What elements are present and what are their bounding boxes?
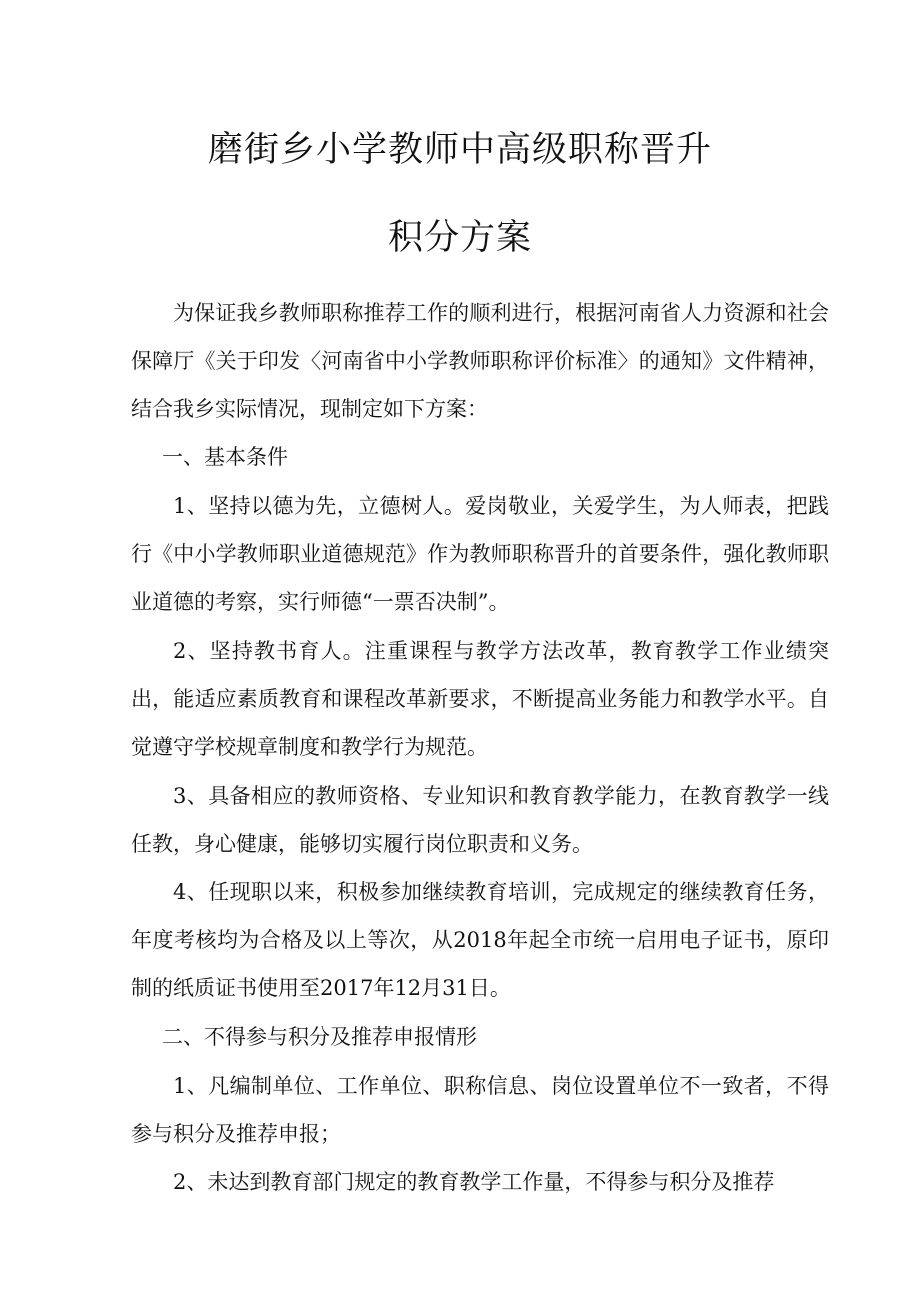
section2-heading: 二、不得参与积分及推荐申报情形 xyxy=(162,1025,477,1049)
section2-item-1: 1、凡编制单位、工作单位、职称信息、岗位设置单位不一致者，不得参与积分及推荐申报； xyxy=(131,1074,829,1146)
section1-item-3: 3、具备相应的教师资格、专业知识和教育教学能力，在教育教学一线任教，身心健康，能够切实履行岗位职责和义务。 xyxy=(131,784,829,856)
section2-item-2: 2、未达到教育部门规定的教育教学工作量，不得参与积分及推荐 xyxy=(173,1170,775,1194)
section1-item-1: 1、坚持以德为先，立德树人。爱岗敬业，关爱学生，为人师表，把践行《中小学教师职业道德规范》作为教师职称晋升的首要条件，强化教师职业道德的考察，实行师德“一票否决制”。 xyxy=(131,494,829,614)
section1-heading: 一、基本条件 xyxy=(162,445,288,469)
document-title-line2: 积分方案 xyxy=(387,218,532,258)
document-title-line1: 磨街乡小学教师中高级职称晋升 xyxy=(207,130,712,170)
intro-paragraph: 为保证我乡教师职称推荐工作的顺利进行，根据河南省人力资源和社会保障厅《关于印发〈河南省中小学教师职称评价标准〉的通知》文件精神，结合我乡实际情况，现制定如下方案： xyxy=(131,301,829,421)
section1-item-2: 2、坚持教书育人。注重课程与教学方法改革，教育教学工作业绩突出，能适应素质教育和课程改革新要求，不断提高业务能力和教学水平。自觉遵守学校规章制度和教学行为规范。 xyxy=(131,639,829,759)
section1-item-4: 4、任现职以来，积极参加继续教育培训，完成规定的继续教育任务，年度考核均为合格及以上等次，从2018年起全市统一启用电子证书，原印制的纸质证书使用至2017年12月31日。 xyxy=(131,880,829,1000)
